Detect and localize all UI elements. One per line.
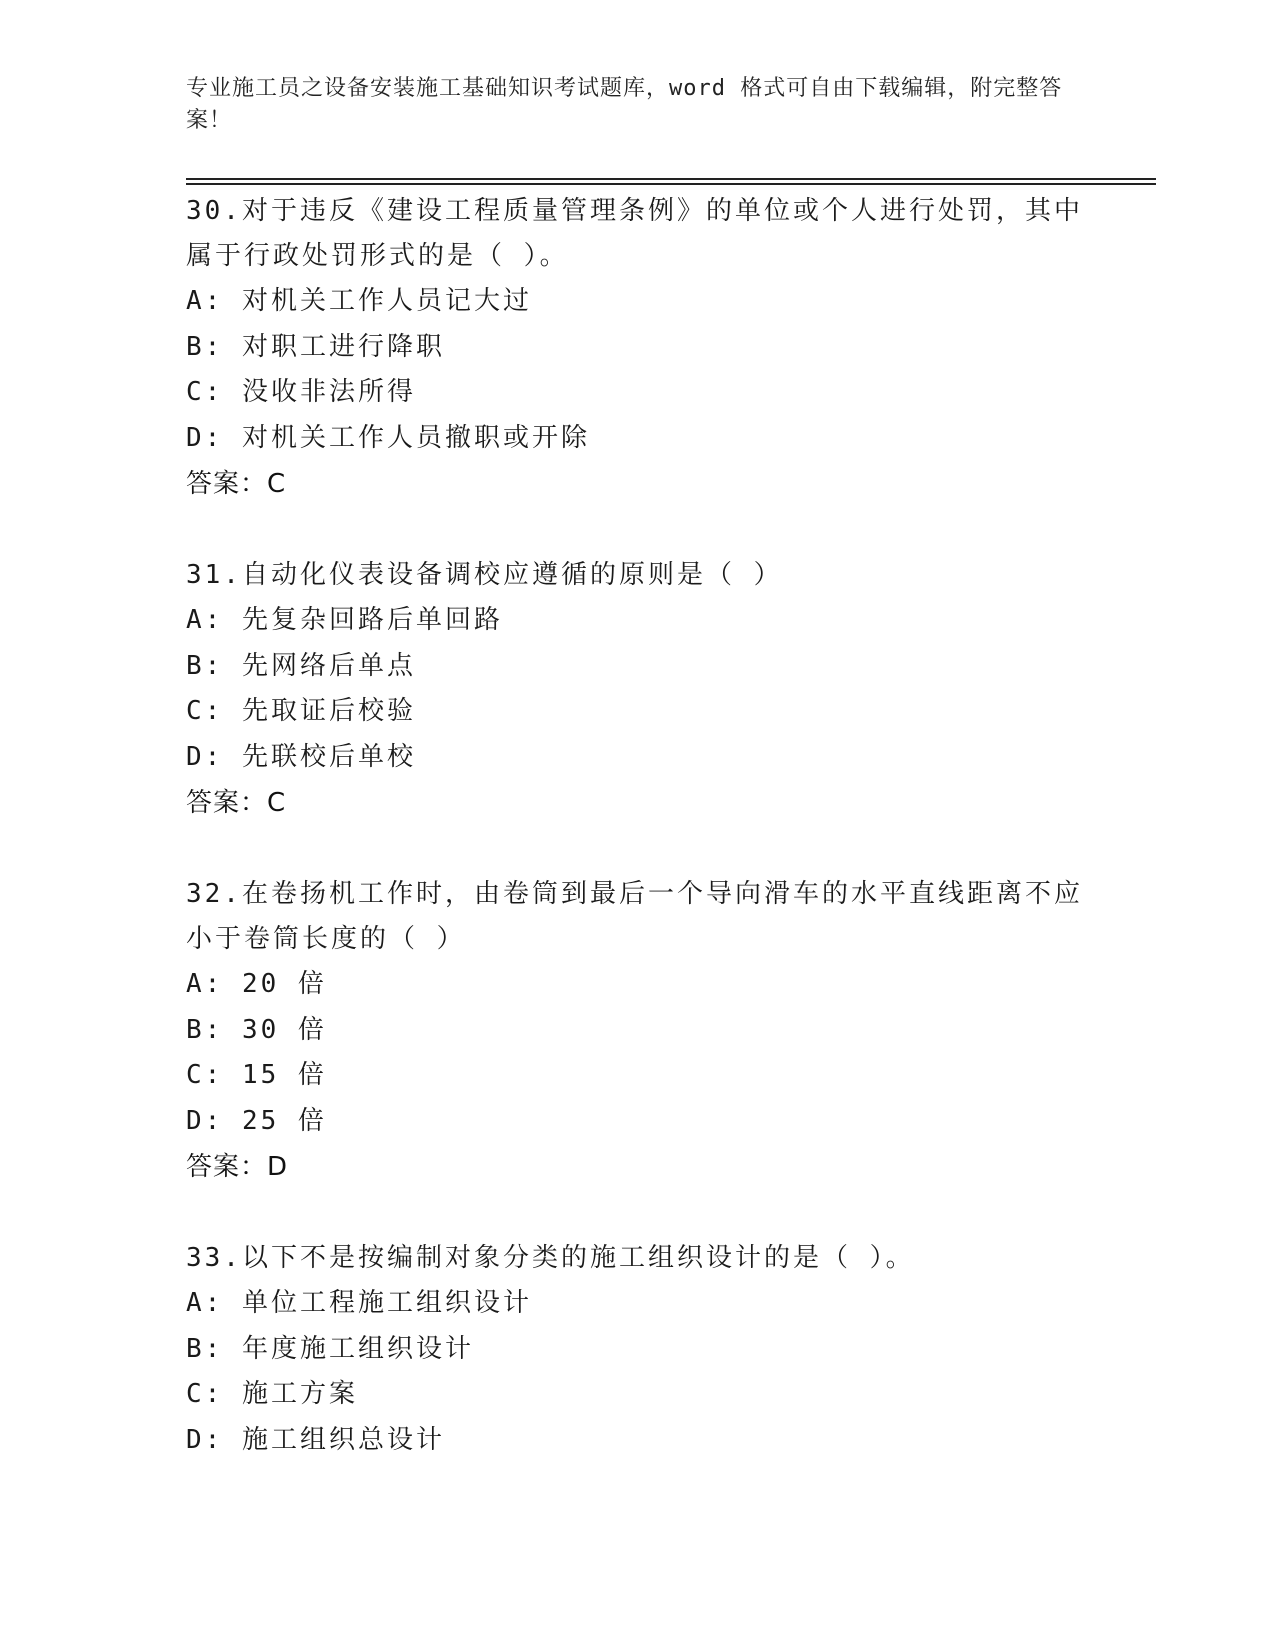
- question-stem: 32.在卷扬机工作时，由卷筒到最后一个导向滑车的水平直线距离不应小于卷筒长度的（ ）: [186, 879, 1083, 954]
- option-a: A: 先复杂回路后单回路: [186, 605, 503, 635]
- question-stem: 30.对于违反《建设工程质量管理条例》的单位或个人进行处罚，其中属于行政处罚形式的是（ ）。: [186, 196, 1083, 271]
- option-d: D: 25 倍: [186, 1105, 327, 1136]
- question-spacer: [186, 1190, 1086, 1236]
- question-stem: 31.自动化仪表设备调校应遵循的原则是（ ）: [186, 560, 783, 590]
- option-b: B: 30 倍: [186, 1014, 327, 1045]
- option-b: B: 对职工进行降职: [186, 331, 445, 362]
- option-c: C: 施工方案: [186, 1379, 358, 1409]
- question-33: [186, 1236, 1086, 1463]
- question-stem: 33.以下不是按编制对象分类的施工组织设计的是（ ）。: [186, 1243, 915, 1273]
- question-32: [186, 872, 1086, 1190]
- answer-label: 答案：D: [186, 1152, 289, 1182]
- question-spacer: [186, 826, 1086, 872]
- header-divider-bottom: [186, 183, 1156, 185]
- option-a: A: 对机关工作人员记大过: [186, 286, 532, 316]
- option-d: D: 对机关工作人员撤职或开除: [186, 422, 590, 453]
- option-d: D: 先联校后单校: [186, 741, 416, 772]
- option-a: A: 单位工程施工组织设计: [186, 1288, 532, 1318]
- option-c: C: 15 倍: [186, 1060, 327, 1090]
- option-b: B: 先网络后单点: [186, 650, 416, 681]
- question-31: [186, 553, 1086, 826]
- question-list: [186, 189, 1086, 1463]
- answer-label: 答案：C: [186, 788, 287, 818]
- header-note: 专业施工员之设备安装施工基础知识考试题库，word 格式可自由下载编辑，附完整答案！: [186, 76, 1063, 133]
- option-d: D: 施工组织总设计: [186, 1424, 445, 1455]
- option-c: C: 没收非法所得: [186, 377, 416, 407]
- header-divider-top: [186, 178, 1156, 180]
- option-b: B: 年度施工组织设计: [186, 1333, 474, 1364]
- option-c: C: 先取证后校验: [186, 696, 416, 726]
- answer-label: 答案：C: [186, 469, 287, 499]
- question-spacer: [186, 507, 1086, 553]
- option-a: A: 20 倍: [186, 969, 327, 999]
- question-30: [186, 189, 1086, 507]
